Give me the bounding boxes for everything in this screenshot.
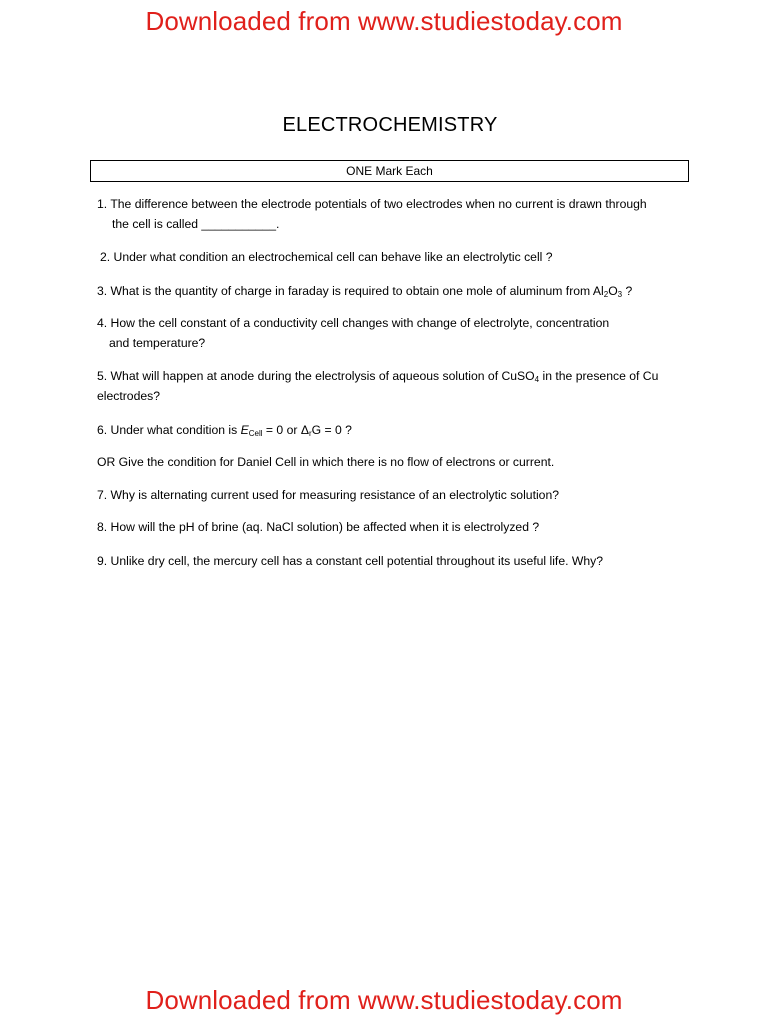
question-1-line-2: the cell is called ___________.	[112, 217, 280, 231]
question-6-subscript-r: r	[308, 429, 312, 438]
question-3-subscript-1: 2	[603, 290, 609, 299]
section-header-box	[90, 160, 689, 182]
question-6-or-alternative: OR Give the condition for Daniel Cell in which there is no flow of electrons or current.	[97, 455, 555, 469]
question-5-subscript: 4	[534, 375, 540, 384]
question-6-e-symbol: E	[240, 423, 249, 437]
question-3-subscript-2: 3	[617, 290, 623, 299]
section-label: ONE Mark Each	[346, 164, 433, 178]
question-8: 8. How will the pH of brine (aq. NaCl solution) be affected when it is electrolyzed ?	[97, 520, 540, 534]
question-6-subscript-cell: Cell	[248, 429, 263, 438]
question-7: 7. Why is alternating current used for measuring resistance of an electrolytic solution?	[97, 488, 559, 502]
question-5-end: in the presence of Cu	[539, 369, 659, 383]
question-5-text: 5. What will happen at anode during the electrolysis of aqueous solution of CuSO	[97, 369, 535, 383]
question-3	[97, 281, 697, 305]
page-title: ELECTROCHEMISTRY	[282, 114, 498, 136]
question-6-end: G = 0 ?	[311, 423, 352, 437]
question-5-line-2: electrodes?	[97, 389, 161, 403]
question-3-end: ?	[622, 284, 633, 298]
question-1-line-1: 1. The difference between the electrode potentials of two electrodes when no current is drawn through	[97, 197, 647, 211]
question-4-line-1: 4. How the cell constant of a conductivity cell changes with change of electrolyte, concentration	[97, 316, 610, 330]
question-3-oxygen: O	[608, 284, 618, 298]
question-9: 9. Unlike dry cell, the mercury cell has a constant cell potential throughout its useful life. Why?	[97, 554, 604, 568]
question-3-text: 3. What is the quantity of charge in faraday is required to obtain one mole of aluminum from Al	[97, 284, 604, 298]
question-6	[97, 420, 697, 444]
question-6-text: 6. Under what condition is	[97, 423, 241, 437]
question-6-mid: = 0 or Δ	[262, 423, 309, 437]
question-2: 2. Under what condition an electrochemical cell can behave like an electrolytic cell ?	[100, 250, 553, 264]
watermark-bottom: Downloaded from www.studiestoday.com	[145, 985, 623, 1015]
question-4-line-2: and temperature?	[109, 336, 206, 350]
watermark-top: Downloaded from www.studiestoday.com	[145, 6, 623, 36]
